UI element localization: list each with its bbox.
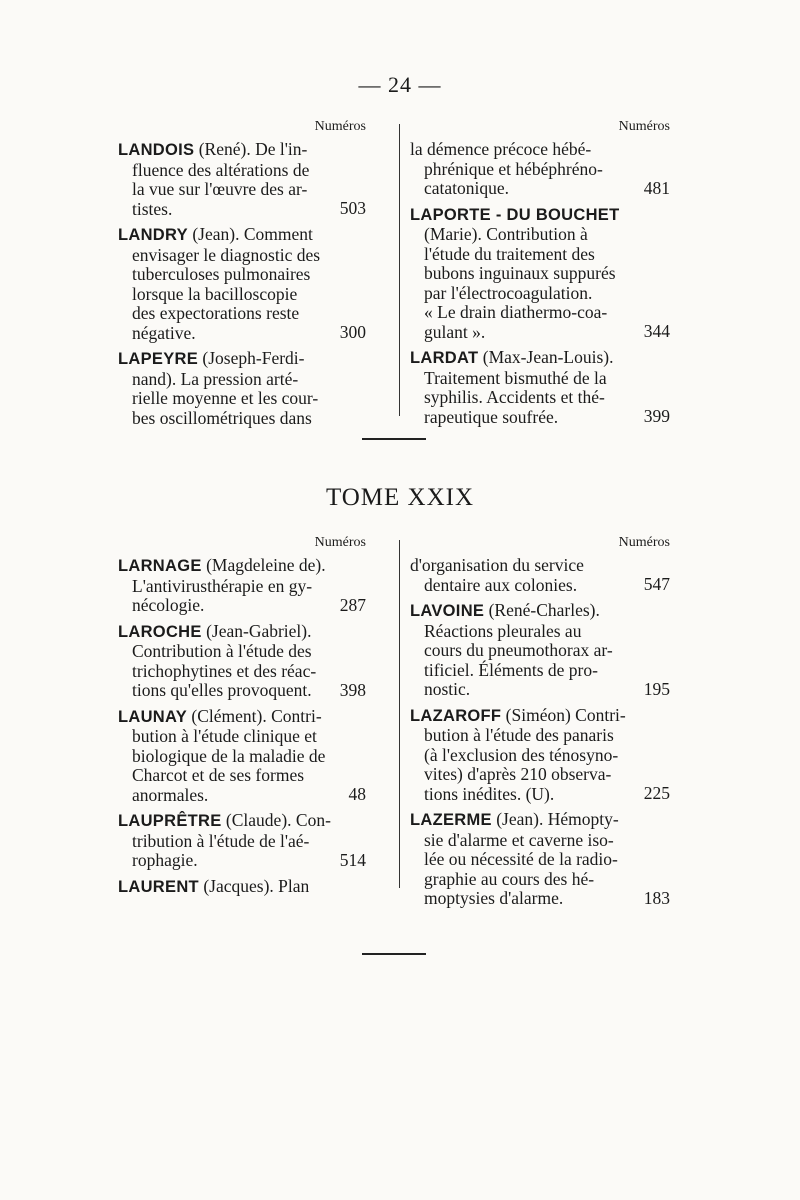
entry-title-start: (Joseph-Ferdi- (198, 348, 305, 368)
entry-line: bubons inguinaux suppurés (424, 263, 616, 283)
index-entry (118, 140, 368, 219)
column-header: Numéros (618, 119, 670, 134)
entry-title-start: la démence précoce hébé- (410, 139, 592, 159)
horizontal-rule (362, 438, 426, 440)
right-column (410, 534, 672, 915)
entry-first-line (118, 349, 368, 370)
entry-line: tistes. (132, 198, 173, 219)
horizontal-rule (362, 953, 426, 955)
entry-line: Contribution à l'étude des (132, 641, 312, 661)
entry-line: nand). La pression arté- (132, 368, 299, 389)
entry-author: LAZAROFF (410, 706, 502, 725)
entry-line: phrénique et hébéphréno- (424, 158, 603, 179)
index-entry (410, 601, 672, 700)
entry-title-start: (René-Charles). (484, 600, 600, 620)
entry-number: 399 (643, 406, 670, 426)
index-entry (410, 706, 672, 805)
entry-line: tions qu'elles provoquent. (132, 680, 312, 700)
entry-line: négative. (132, 322, 196, 343)
entry-first-line (118, 225, 368, 246)
entry-first-line (118, 877, 368, 898)
entry-author: LAUPRÊTRE (118, 812, 222, 830)
entry-first-line (410, 810, 672, 831)
entry-number: 183 (643, 887, 670, 908)
entry-title-start: (René). De l'in- (194, 139, 308, 159)
entry-title-start: d'organisation du service (410, 555, 584, 575)
entry-line: bes oscillométriques dans (132, 407, 312, 428)
entry-number: 547 (643, 574, 670, 594)
column-divider (399, 540, 400, 888)
entry-title-start: (Magdeleine de). (201, 555, 326, 575)
entry-number: 503 (339, 198, 366, 218)
index-entry (118, 877, 368, 898)
entry-line: rielle moyenne et les cour- (132, 388, 319, 408)
entry-first-line (118, 556, 368, 577)
index-entry (410, 140, 672, 199)
entry-line: biologique de la maladie de (132, 745, 326, 766)
left-column (118, 118, 368, 434)
entry-line: rophagie. (132, 850, 198, 870)
index-entry (410, 348, 672, 427)
entry-line: (à l'exclusion des ténosyno- (424, 744, 619, 765)
entry-number: 195 (643, 678, 670, 699)
index-entry (118, 556, 368, 616)
entry-line: sie d'alarme et caverne iso- (424, 829, 614, 850)
entry-title-start: (Jacques). Plan (198, 875, 310, 896)
entry-line: cours du pneumothorax ar- (424, 640, 613, 660)
entry-line: dentaire aux colonies. (424, 574, 578, 595)
entry-first-line (118, 622, 368, 643)
index-entry (410, 205, 672, 343)
entry-line: envisager le diagnostic des (132, 244, 321, 265)
entry-line: bution à l'étude clinique et (132, 726, 317, 746)
left-column (118, 534, 368, 903)
entry-first-line (118, 811, 368, 832)
entry-line: lée ou nécessité de la radio- (424, 849, 618, 869)
entry-first-line (410, 140, 672, 160)
entry-title-start: (Claude). Con- (221, 810, 331, 830)
tome-title: TOME XXIX (325, 484, 475, 511)
entry-author: LARNAGE (118, 557, 202, 575)
entry-first-line (410, 205, 672, 226)
right-column (410, 118, 672, 433)
entry-first-line (118, 140, 368, 161)
entry-first-line (410, 556, 672, 576)
entry-line: Traitement bismuthé de la (424, 367, 607, 388)
entry-line: vites) d'après 210 observa- (424, 764, 612, 784)
entry-line: Charcot et de ses formes (132, 765, 305, 785)
entry-line: bution à l'étude des panaris (424, 725, 614, 745)
entry-author: LAPEYRE (118, 350, 199, 368)
entry-line: (Marie). Contribution à (424, 224, 588, 244)
entry-author: LAVOINE (410, 602, 485, 620)
column-divider (399, 124, 400, 416)
entry-line: anormales. (132, 784, 209, 805)
index-entry (118, 225, 368, 343)
entry-author: LAPORTE - DU BOUCHET (410, 205, 620, 224)
entry-line: trichophytines et des réac- (132, 660, 317, 681)
entry-line: des expectorations reste (132, 303, 300, 323)
entry-line: tions inédites. (U). (424, 783, 555, 804)
entry-number: 344 (643, 321, 670, 341)
entry-author: LAZERME (410, 811, 492, 829)
entry-line: rapeutique soufrée. (424, 406, 559, 427)
entry-author: LAUNAY (118, 707, 188, 726)
entry-author: LAURENT (118, 877, 199, 896)
entry-line: syphilis. Accidents et thé- (424, 387, 605, 407)
entry-title-start: (Siméon) Contri- (501, 704, 626, 725)
entry-title-start: (Max-Jean-Louis). (478, 347, 614, 367)
entry-line: lorsque la bacilloscopie (132, 283, 298, 304)
entry-first-line (410, 348, 672, 369)
index-entry (118, 811, 368, 871)
entry-number: 48 (348, 784, 366, 804)
entry-number: 398 (339, 679, 366, 700)
entry-line: la vue sur l'œuvre des ar- (132, 179, 308, 199)
index-entry (118, 707, 368, 806)
entry-number: 225 (643, 783, 670, 803)
entry-author: LARDAT (410, 349, 479, 367)
entry-line: tuberculoses pulmonaires (132, 264, 311, 284)
page-number: — 24 — (358, 72, 442, 97)
index-entry (410, 810, 672, 909)
entry-author: LANDRY (118, 226, 188, 244)
entry-line: fluence des altérations de (132, 159, 310, 180)
entry-line: l'étude du traitement des (424, 243, 595, 264)
entry-line: L'antivirusthérapie en gy- (132, 575, 313, 596)
entry-number: 481 (643, 177, 670, 198)
entry-author: LANDOIS (118, 141, 195, 159)
entry-line: nécologie. (132, 595, 205, 615)
entry-line: tificiel. Éléments de pro- (424, 659, 598, 680)
entry-line: gulant ». (424, 321, 486, 342)
entry-title-start: (Clément). Contri- (187, 705, 322, 726)
column-header: Numéros (314, 119, 366, 134)
entry-line: Réactions pleurales au (424, 620, 582, 641)
entry-line: « Le drain diathermo-coa- (424, 302, 608, 322)
index-entry (118, 622, 368, 701)
column-header: Numéros (618, 535, 670, 550)
entry-line: moptysies d'alarme. (424, 888, 564, 908)
entry-number: 287 (339, 594, 366, 615)
index-entry (118, 349, 368, 428)
entry-first-line (410, 706, 672, 727)
entry-title-start: (Jean-Gabriel). (201, 620, 312, 641)
entry-title-start: (Jean). Comment (187, 224, 313, 244)
entry-first-line (118, 707, 368, 728)
entry-line: tribution à l'étude de l'aé- (132, 830, 310, 851)
entry-number: 514 (339, 849, 366, 870)
entry-number: 300 (339, 322, 366, 342)
entry-title-start: (Jean). Hémopty- (491, 809, 619, 829)
entry-author: LAROCHE (118, 622, 202, 641)
entry-line: nostic. (424, 679, 471, 699)
entry-line: par l'électrocoagulation. (424, 282, 593, 303)
entry-line: catatonique. (424, 178, 510, 198)
entry-line: graphie au cours des hé- (424, 868, 595, 889)
index-entry (410, 556, 672, 595)
entry-first-line (410, 601, 672, 622)
column-header: Numéros (314, 535, 366, 550)
